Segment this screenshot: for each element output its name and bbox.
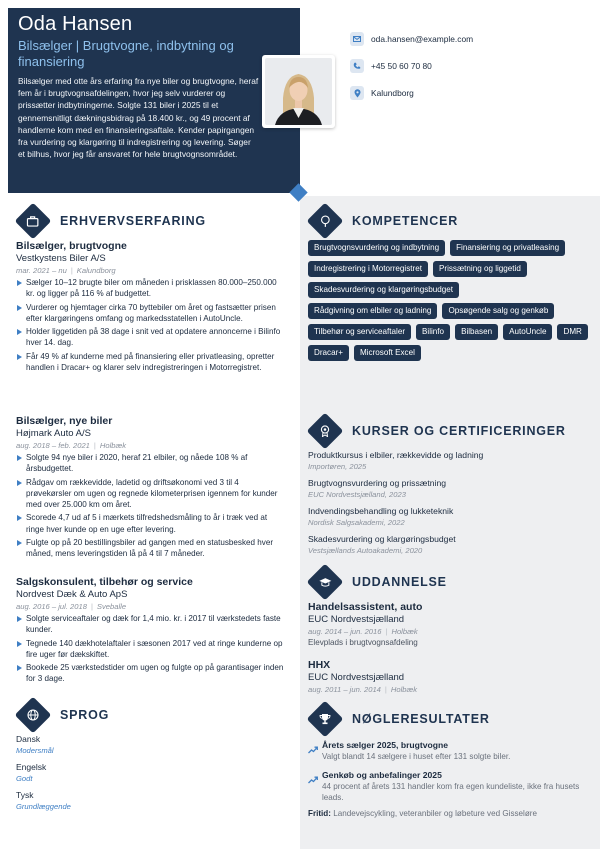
skill-tag: Opsøgende salg og genkøb (442, 303, 554, 319)
language-item (16, 790, 216, 812)
job-bullet: Holder liggetiden på 38 dage i snit ved at opdatere annoncerne i Bilinfo hver 14. dag. (16, 326, 286, 349)
job-location: Kalundborg (76, 266, 116, 275)
education-meta: aug. 2011 – jun. 2014 | Holbæk (308, 685, 418, 694)
experience-heading (20, 208, 206, 234)
job-bullet: Solgte 94 nye biler i 2020, heraf 21 elbiler, og nåede 108 % af årsbudgettet. (16, 452, 286, 475)
achievements-title: NØGLERESULTATER (352, 712, 490, 726)
job-entry (16, 415, 286, 562)
job-period: mar. 2021 – nu (16, 266, 67, 275)
candidate-title: Bilsælger | Brugtvogne, indbytning og finansiering (18, 38, 234, 69)
location-pin-icon (350, 86, 364, 100)
hobbies-text: Landevejscykling, veteranbiler og løbeture ved Gisseløre (333, 809, 537, 818)
job-entry (16, 240, 286, 375)
job-title: Salgskonsulent, tilbehør og service (16, 576, 193, 588)
job-title: Bilsælger, brugtvogne (16, 240, 127, 252)
achievement-description: Valgt blandt 14 sælgere i huset efter 131 solgte biler. (322, 752, 511, 761)
course-item (308, 478, 593, 500)
job-company: Højmark Auto A/S (16, 428, 91, 439)
skill-tag: Dracar+ (308, 345, 349, 361)
skill-tag: Brugtvognsvurdering og indbytning (308, 240, 445, 256)
envelope-icon (350, 32, 364, 46)
education-meta: aug. 2014 – jun. 2016 | Holbæk (308, 627, 418, 636)
lightbulb-icon (320, 215, 331, 227)
section-badge (307, 564, 344, 601)
skill-tag: Skadesvurdering og klargøringsbudget (308, 282, 459, 298)
course-meta: EUC Nordvestsjælland, 2023 (308, 490, 406, 499)
job-meta: aug. 2016 – jul. 2018 | Sveballe (16, 602, 127, 611)
contact-email-row[interactable] (350, 32, 473, 46)
course-item (308, 506, 593, 528)
language-name: Engelsk (16, 762, 47, 772)
phone-icon (350, 59, 364, 73)
section-badge (307, 413, 344, 450)
skill-tag: Bilinfo (416, 324, 450, 340)
language-item (16, 734, 216, 756)
education-heading (312, 569, 447, 595)
job-bullet: Sælger 10–12 brugte biler om måneden i prisklassen 80.000–250.000 kr. og ligger på 116 % af budgettet. (16, 277, 286, 300)
section-badge (307, 203, 344, 240)
education-school: EUC Nordvestsjælland (308, 672, 405, 683)
skill-tag: Tilbehør og serviceaftaler (308, 324, 411, 340)
course-item (308, 450, 593, 472)
achievement-title: Genkøb og anbefalinger 2025 (322, 770, 442, 780)
language-name: Tysk (16, 790, 34, 800)
education-period: aug. 2011 – jun. 2014 (308, 685, 381, 694)
achievement-title: Årets sælger 2025, brugtvogne (322, 740, 449, 750)
languages-heading (20, 702, 109, 728)
trend-up-icon (308, 740, 322, 762)
job-period: aug. 2018 – feb. 2021 (16, 441, 90, 450)
contact-list (350, 32, 473, 113)
achievements-heading (312, 706, 490, 732)
profile-summary: Bilsælger med otte års erfaring fra nye biler og brugtvogne, heraf fem år i brugtvognsafdelingen, hvor jeg selv vurderer og prissætter indbytningerne. Solgte 131 biler i 2025 til et gennemsnitligt dækningsbidrag på 18.400 kr., og 49 procent af handlerne kom med en finansieringsaftale. Kender papirgangen fra vurdering og klargøring til indregistrering og levering. Søger et bilhus, hvor jeg får ansvaret for hele brugtvognsområdet. (18, 76, 259, 160)
course-meta: Nordisk Salgsakademi, 2022 (308, 518, 405, 527)
achievement-description: 44 procent af årets 131 handler kom fra egen kundeliste, ikke fra husets leads. (322, 782, 580, 802)
skills-list (308, 240, 588, 361)
portrait-image (265, 58, 332, 125)
section-badge (15, 203, 52, 240)
job-bullet: Tegnede 140 dækhotelaftaler i sæsonen 2017 ved at ringe kunderne op fire uger før dækskiftet. (16, 638, 286, 661)
globe-icon (27, 709, 39, 721)
language-item (16, 762, 216, 784)
education-entry (308, 601, 593, 648)
experience-title: ERHVERVSERFARING (60, 214, 206, 228)
job-period: aug. 2016 – jul. 2018 (16, 602, 87, 611)
job-bullet: Solgte serviceaftaler og dæk for 1,4 mio. kr. i 2017 til værkstedets faste kunder. (16, 613, 286, 636)
course-meta: Importøren, 2025 (308, 462, 367, 471)
job-company: Nordvest Dæk & Auto ApS (16, 589, 128, 600)
course-name: Indvendingsbehandling og lukketeknik (308, 506, 454, 516)
certificate-icon (320, 425, 330, 437)
courses-title: KURSER OG CERTIFICERINGER (352, 424, 566, 438)
job-bullet: Vurderer og hjemtager cirka 70 byttebiler om året og fastsætter prisen efter klargøringens omfang og markedsstatellen i AutoUncle. (16, 302, 286, 325)
language-level: Godt (16, 774, 33, 783)
briefcase-icon (27, 216, 39, 227)
skill-tag: Microsoft Excel (354, 345, 421, 361)
job-title: Bilsælger, nye biler (16, 415, 113, 427)
hobbies-line (308, 808, 593, 819)
courses-heading (312, 418, 566, 444)
education-location: Holbæk (390, 685, 418, 694)
contact-phone-row[interactable] (350, 59, 473, 73)
skills-title: KOMPETENCER (352, 214, 459, 228)
education-location: Holbæk (391, 627, 418, 636)
section-badge (15, 697, 52, 734)
contact-location: Kalundborg (371, 88, 414, 98)
job-location: Holbæk (99, 441, 127, 450)
trend-up-icon (308, 770, 322, 803)
languages-title: SPROG (60, 708, 110, 722)
job-company: Vestkystens Biler A/S (16, 253, 106, 264)
skill-tag: Indregistrering i Motorregistret (308, 261, 428, 277)
course-name: Skadesvurdering og klargøringsbudget (308, 534, 456, 544)
achievement-item (308, 740, 593, 762)
job-meta: mar. 2021 – nu | Kalundborg (16, 266, 116, 275)
course-item (308, 534, 593, 556)
header-panel (8, 8, 300, 193)
skill-tag: DMR (557, 324, 587, 340)
job-meta: aug. 2018 – feb. 2021 | Holbæk (16, 441, 127, 450)
education-degree: Handelsassistent, auto (308, 601, 423, 613)
language-level: Grundlæggende (16, 802, 71, 811)
job-bullet: Bookede 25 værkstedstider om ugen og fulgte op på garantisager inden for 3 dage. (16, 662, 286, 685)
profile-photo (262, 55, 335, 128)
education-degree: HHX (308, 659, 331, 671)
course-name: Produktkursus i elbiler, rækkevidde og ladning (308, 450, 484, 460)
job-location: Sveballe (96, 602, 127, 611)
education-title: UDDANNELSE (352, 575, 447, 589)
job-bullets (16, 613, 286, 685)
contact-email[interactable]: oda.hansen@example.com (371, 34, 474, 44)
contact-phone[interactable]: +45 50 60 70 80 (371, 61, 432, 71)
language-name: Dansk (16, 734, 41, 744)
job-bullet: Rådgav om rækkevidde, ladetid og driftsøkonomi ved 3 til 4 prøvekørsler om ugen og regnede kilometerprisen igennem for kunder med over 25.000 km om året. (16, 477, 286, 511)
job-entry (16, 576, 286, 687)
candidate-name: Oda Hansen (18, 13, 133, 35)
course-name: Brugtvognsvurdering og prissætning (308, 478, 447, 488)
education-school: EUC Nordvestsjælland (308, 614, 405, 625)
education-entry (308, 659, 593, 695)
section-badge (307, 701, 344, 738)
job-bullets (16, 452, 286, 560)
skill-tag: AutoUncle (503, 324, 552, 340)
skill-tag: Rådgivning om elbiler og ladning (308, 303, 437, 319)
skill-tag: Prissætning og liggetid (433, 261, 527, 277)
graduation-cap-icon (319, 577, 332, 587)
hobbies-label: Fritid: (308, 809, 331, 818)
job-bullet: Fulgte op på 20 bestillingsbiler ad gangen med en statusbesked hver måned, mens leveringstiden lå på 4 til 7 måneder. (16, 537, 286, 560)
skill-tag: Finansiering og privatleasing (450, 240, 565, 256)
achievement-item (308, 770, 593, 803)
trophy-icon (319, 713, 331, 725)
language-level: Modersmål (16, 746, 54, 755)
education-description: Elevplads i brugtvognsafdeling (308, 638, 418, 647)
contact-location-row (350, 86, 473, 100)
job-bullets (16, 277, 286, 373)
job-bullet: Får 49 % af kunderne med på finansiering eller privatleasing, opretter handlen i Dracar+ og klarer selv indregistreringen i Motorregistret. (16, 351, 286, 374)
education-period: aug. 2014 – jun. 2016 (308, 627, 382, 636)
course-meta: Vestsjællands Autoakademi, 2020 (308, 546, 423, 555)
skills-heading (312, 208, 458, 234)
job-bullet: Scorede 4,7 ud af 5 i mærkets tilfredshedsmåling to år i træk ved at ringe hver kunde op en uge efter levering. (16, 512, 286, 535)
skill-tag: Bilbasen (455, 324, 498, 340)
